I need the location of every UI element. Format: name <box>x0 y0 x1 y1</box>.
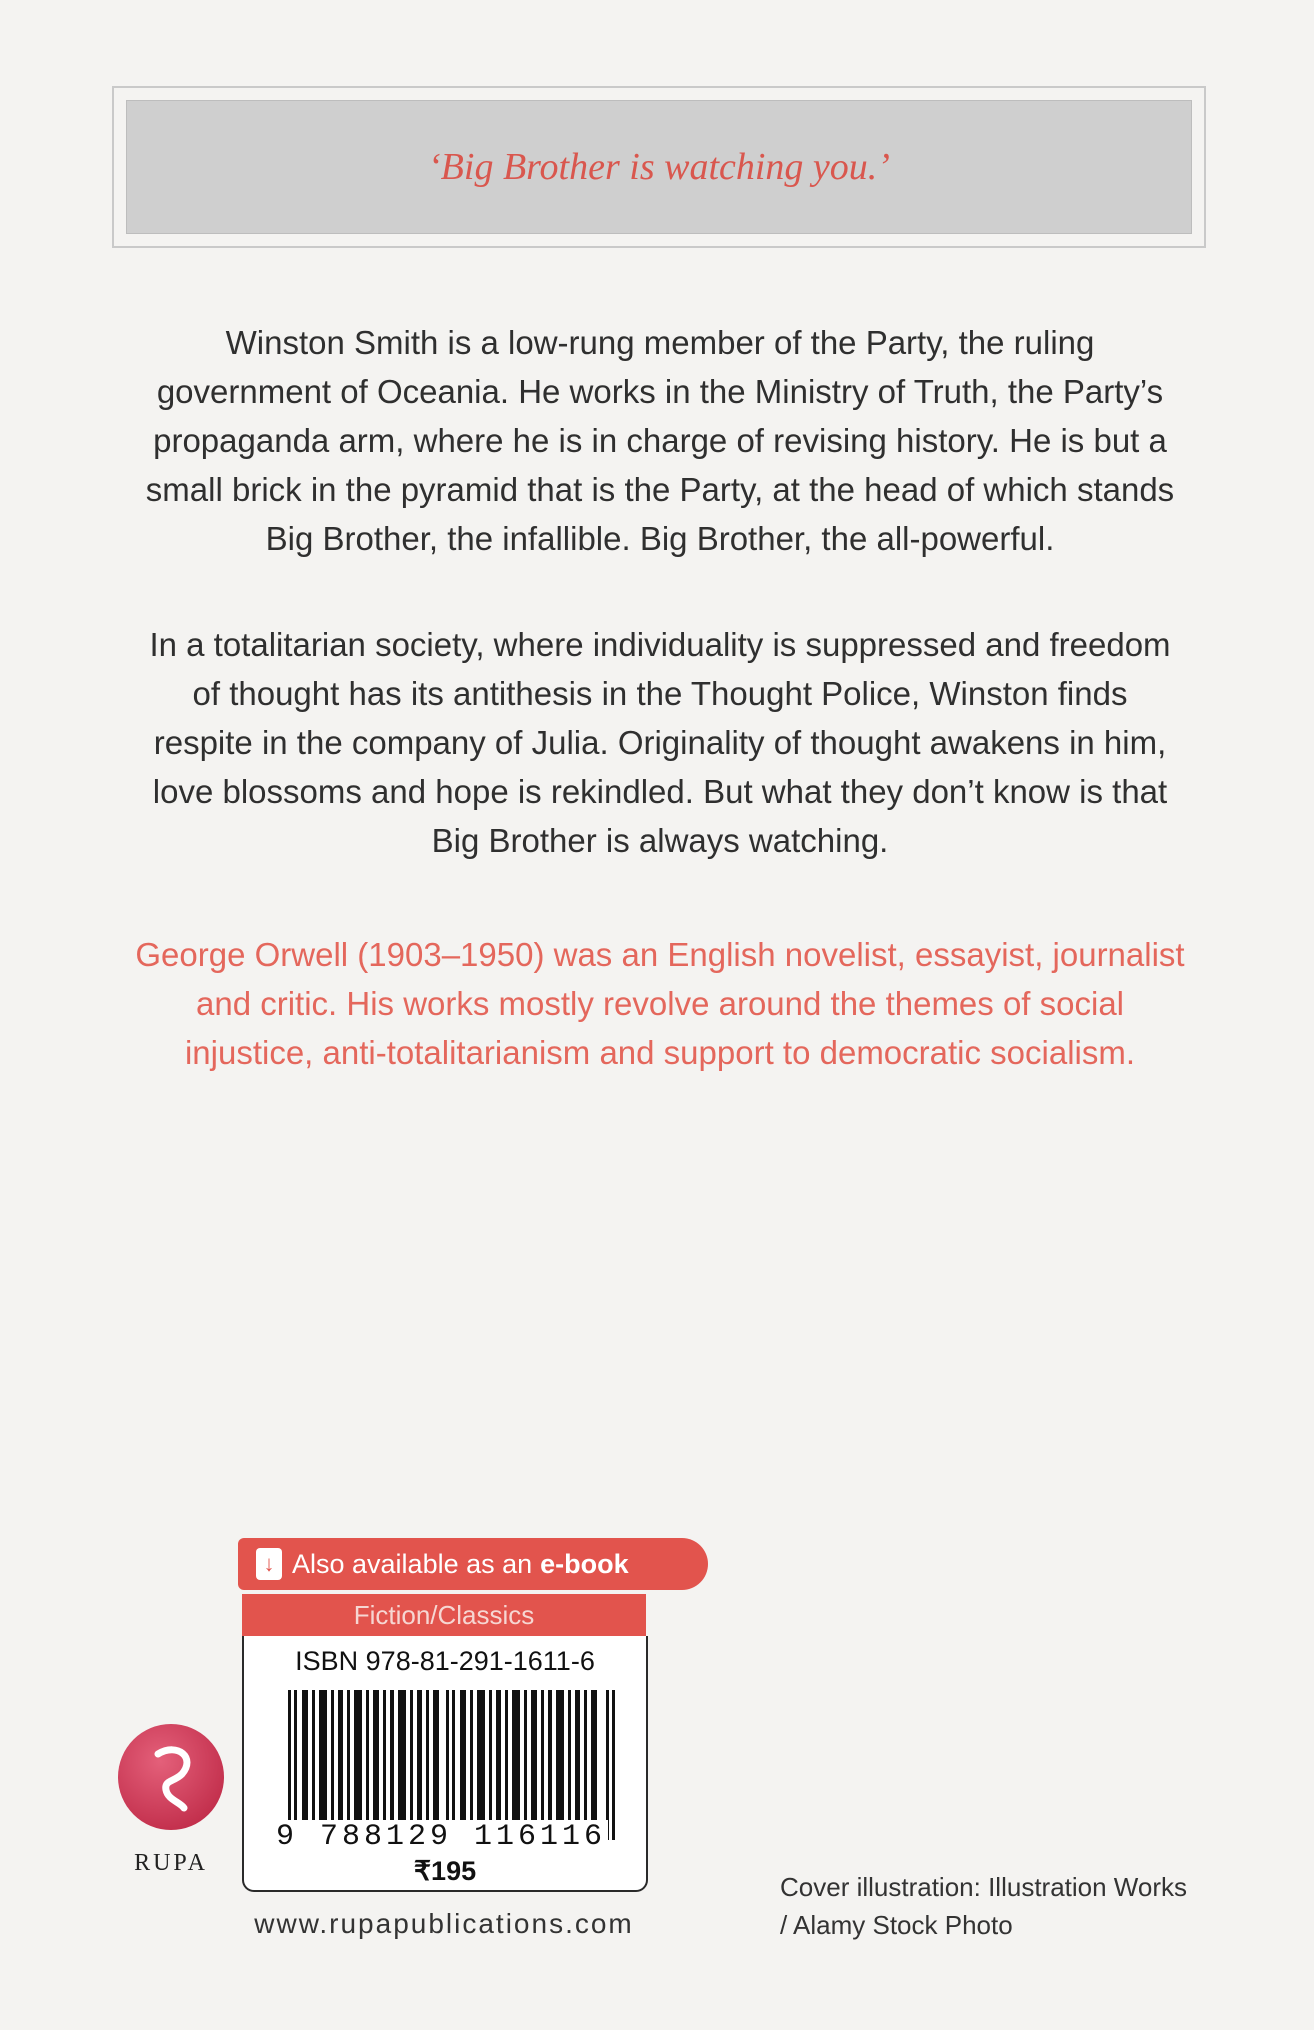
ebook-badge-text: Also available as an <box>292 1548 533 1579</box>
synopsis-line: Big Brother is always watching. <box>431 822 889 859</box>
download-icon: ↓ <box>256 1548 282 1580</box>
barcode-icon <box>288 1690 618 1840</box>
synopsis-line: government of Oceania. He works in the Ministry of Truth, the Party’s <box>156 373 1164 410</box>
author-bio <box>110 930 1210 1077</box>
synopsis-line: In a totalitarian society, where individuality is suppressed and freedom <box>149 626 1171 663</box>
ebook-badge-emphasis: e-book <box>540 1548 629 1579</box>
genre-label: Fiction/Classics <box>242 1594 646 1636</box>
synopsis-line: propaganda arm, where he is in charge of revising history. He is but a <box>153 422 1167 459</box>
synopsis-line: love blossoms and hope is rekindled. But what they don’t know is that <box>152 773 1168 810</box>
cover-credit-line: Cover illustration: Illustration Works <box>780 1872 1187 1902</box>
rupa-logo-mark <box>118 1724 224 1830</box>
author-bio-line: injustice, anti-totalitarianism and support to democratic socialism. <box>184 1034 1136 1071</box>
tagline-quote: ‘Big Brother is watching you.’ <box>428 146 890 188</box>
isbn-text: ISBN 978-81-291-1611-6 <box>295 1646 595 1676</box>
ebook-badge <box>238 1538 708 1590</box>
synopsis-paragraph-2 <box>110 620 1210 865</box>
barcode-digits <box>274 1820 626 1854</box>
rupa-logo-icon <box>118 1724 224 1830</box>
author-bio-line: George Orwell (1903–1950) was an English novelist, essayist, journalist <box>135 936 1185 973</box>
cover-credit-line: / Alamy Stock Photo <box>780 1910 1013 1940</box>
synopsis-line: of thought has its antithesis in the Thought Police, Winston finds <box>192 675 1128 712</box>
quote-banner <box>112 86 1206 248</box>
publisher-url: www.rupapublications.com <box>254 1908 634 1939</box>
synopsis-line: Big Brother, the infallible. Big Brother, the all-powerful. <box>265 520 1055 557</box>
barcode-digits-text: 9 788129 116116 <box>276 1820 607 1854</box>
barcode-block <box>242 1636 648 1892</box>
synopsis-line: Winston Smith is a low-rung member of the Party, the ruling <box>225 324 1095 361</box>
cover-credit <box>780 1868 1220 1944</box>
synopsis-paragraph-1 <box>110 318 1210 563</box>
author-bio-line: and critic. His works mostly revolve around the themes of social <box>195 985 1125 1022</box>
publisher-name: RUPA <box>134 1850 208 1876</box>
quote-banner-inner <box>126 100 1192 234</box>
synopsis-line: small brick in the pyramid that is the Party, at the head of which stands <box>145 471 1175 508</box>
synopsis-line: respite in the company of Julia. Originality of thought awakens in him, <box>153 724 1167 761</box>
price: ₹195 <box>413 1856 477 1886</box>
